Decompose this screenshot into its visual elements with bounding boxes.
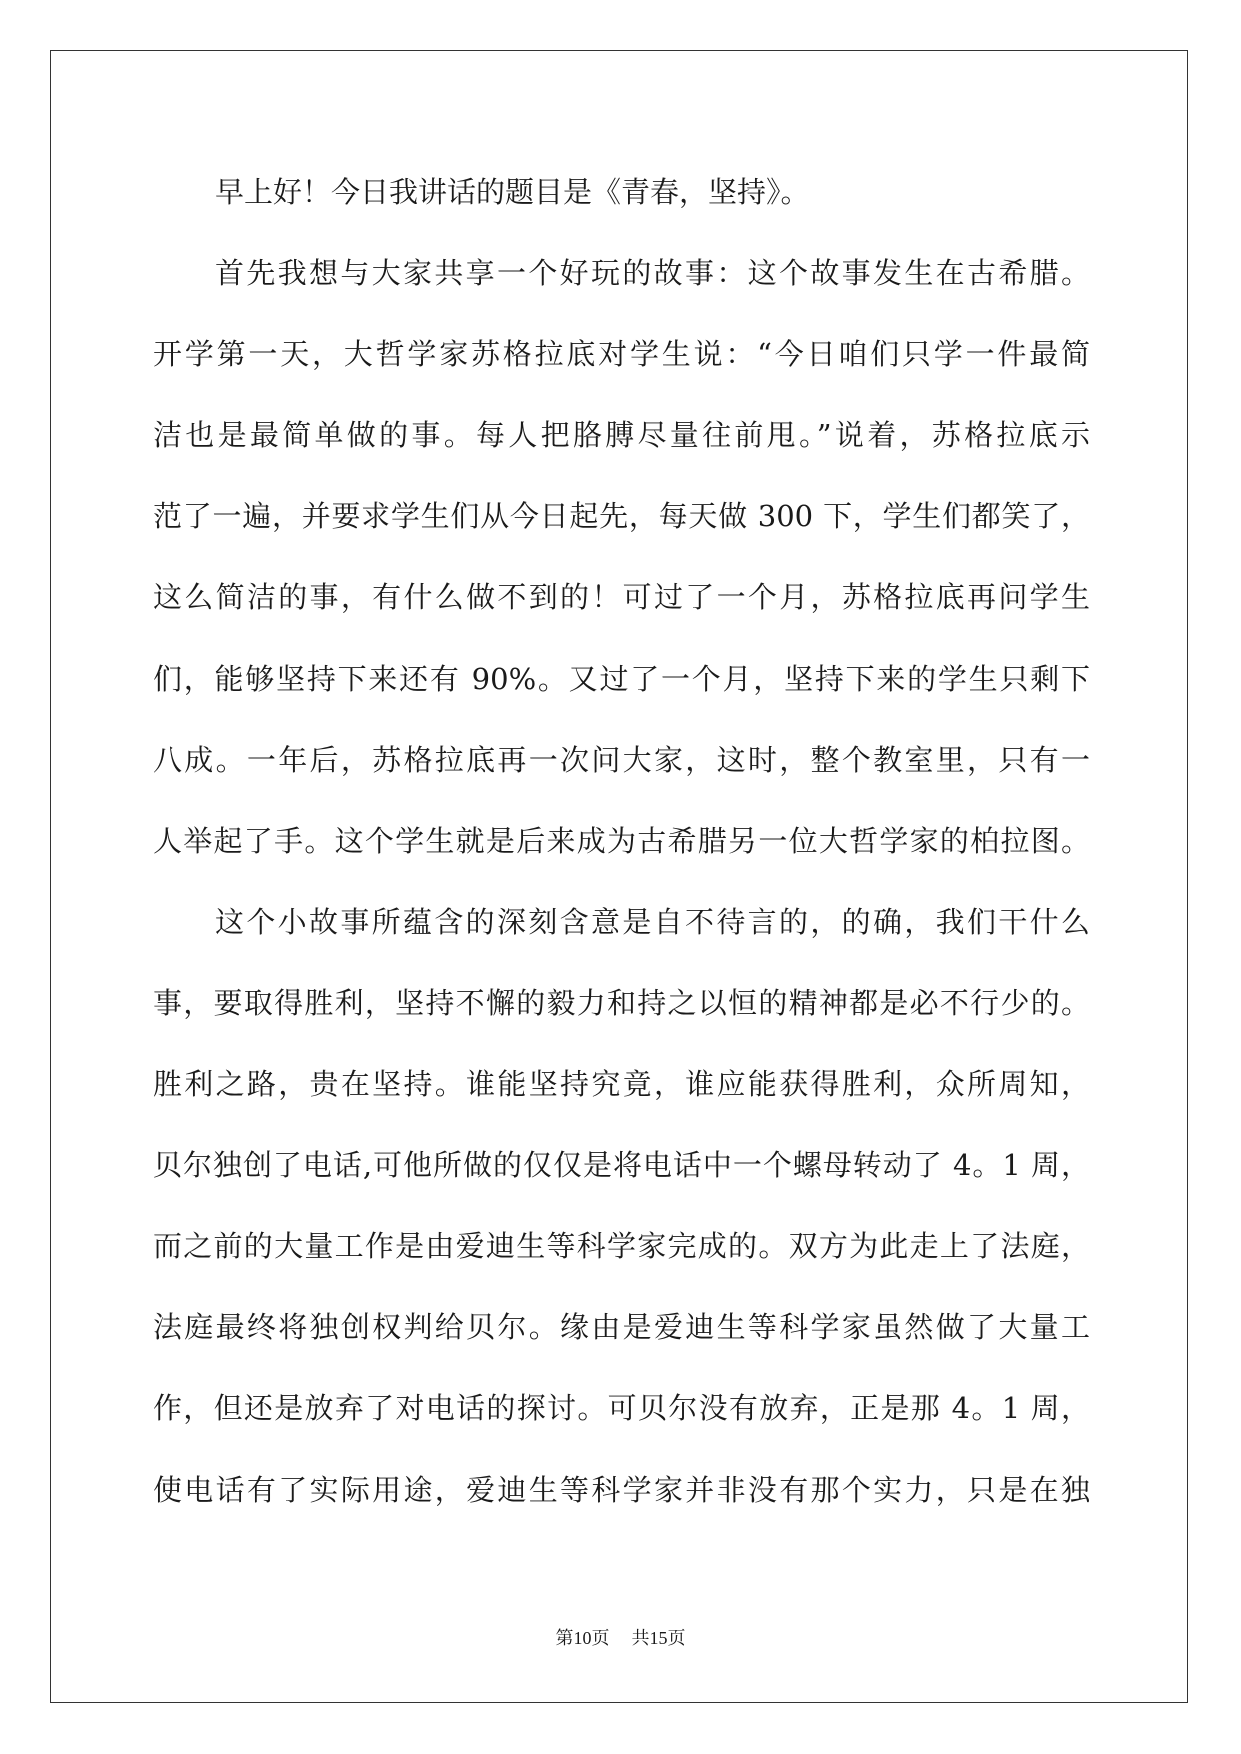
paragraph-socrates-story bbox=[153, 233, 1090, 882]
text-line: 事，要取得胜利，坚持不懈的毅力和持之以恒的精神都是必不行少的。 bbox=[153, 985, 1090, 1020]
text-line: 八成。一年后，苏格拉底再一次问大家，这时，整个教室里，只有一 bbox=[153, 742, 1090, 777]
text-line: 使电话有了实际用途，爱迪生等科学家并非没有那个实力，只是在独 bbox=[153, 1472, 1090, 1507]
text-line: 胜利之路，贵在坚持。谁能坚持究竟，谁应能获得胜利，众所周知， bbox=[153, 1067, 1090, 1102]
text-line: 洁也是最简单做的事。每人把胳膊尽量往前甩。”说着，苏格拉底示 bbox=[153, 418, 1090, 453]
text-line: 法庭最终将独创权判给贝尔。缘由是爱迪生等科学家虽然做了大量工 bbox=[153, 1310, 1090, 1345]
text-line: 贝尔独创了电话,可他所做的仅仅是将电话中一个螺母转动了 4。1 周， bbox=[153, 1148, 1090, 1183]
text-line: 这个小故事所蕴含的深刻含意是自不待言的，的确，我们干什么 bbox=[215, 904, 1090, 939]
text-line: 而之前的大量工作是由爱迪生等科学家完成的。双方为此走上了法庭， bbox=[153, 1229, 1090, 1264]
text-line: 这么简洁的事，有什么做不到的！可过了一个月，苏格拉底再问学生 bbox=[153, 580, 1090, 615]
text-line: 开学第一天，大哲学家苏格拉底对学生说：“今日咱们只学一件最简 bbox=[153, 337, 1090, 372]
page-footer bbox=[0, 1626, 1241, 1650]
paragraph-greeting bbox=[153, 152, 1090, 233]
total-pages-label: 共15页 bbox=[631, 1628, 686, 1648]
current-page-label: 第10页 bbox=[555, 1628, 610, 1648]
text-line: 人举起了手。这个学生就是后来成为古希腊另一位大哲学家的柏拉图。 bbox=[153, 823, 1090, 858]
text-line: 作，但还是放弃了对电话的探讨。可贝尔没有放弃，正是那 4。1 周， bbox=[153, 1391, 1090, 1426]
text-line: 范了一遍，并要求学生们从今日起先，每天做 300 下，学生们都笑了， bbox=[153, 499, 1090, 534]
text-line: 们，能够坚持下来还有 90%。又过了一个月，坚持下来的学生只剩下 bbox=[153, 661, 1090, 696]
document-body bbox=[153, 152, 1090, 1531]
text-line: 首先我想与大家共享一个好玩的故事：这个故事发生在古希腊。 bbox=[215, 256, 1090, 291]
text-line: 早上好！今日我讲话的题目是《青春，坚持》。 bbox=[215, 175, 810, 209]
paragraph-perseverance bbox=[153, 882, 1090, 1531]
